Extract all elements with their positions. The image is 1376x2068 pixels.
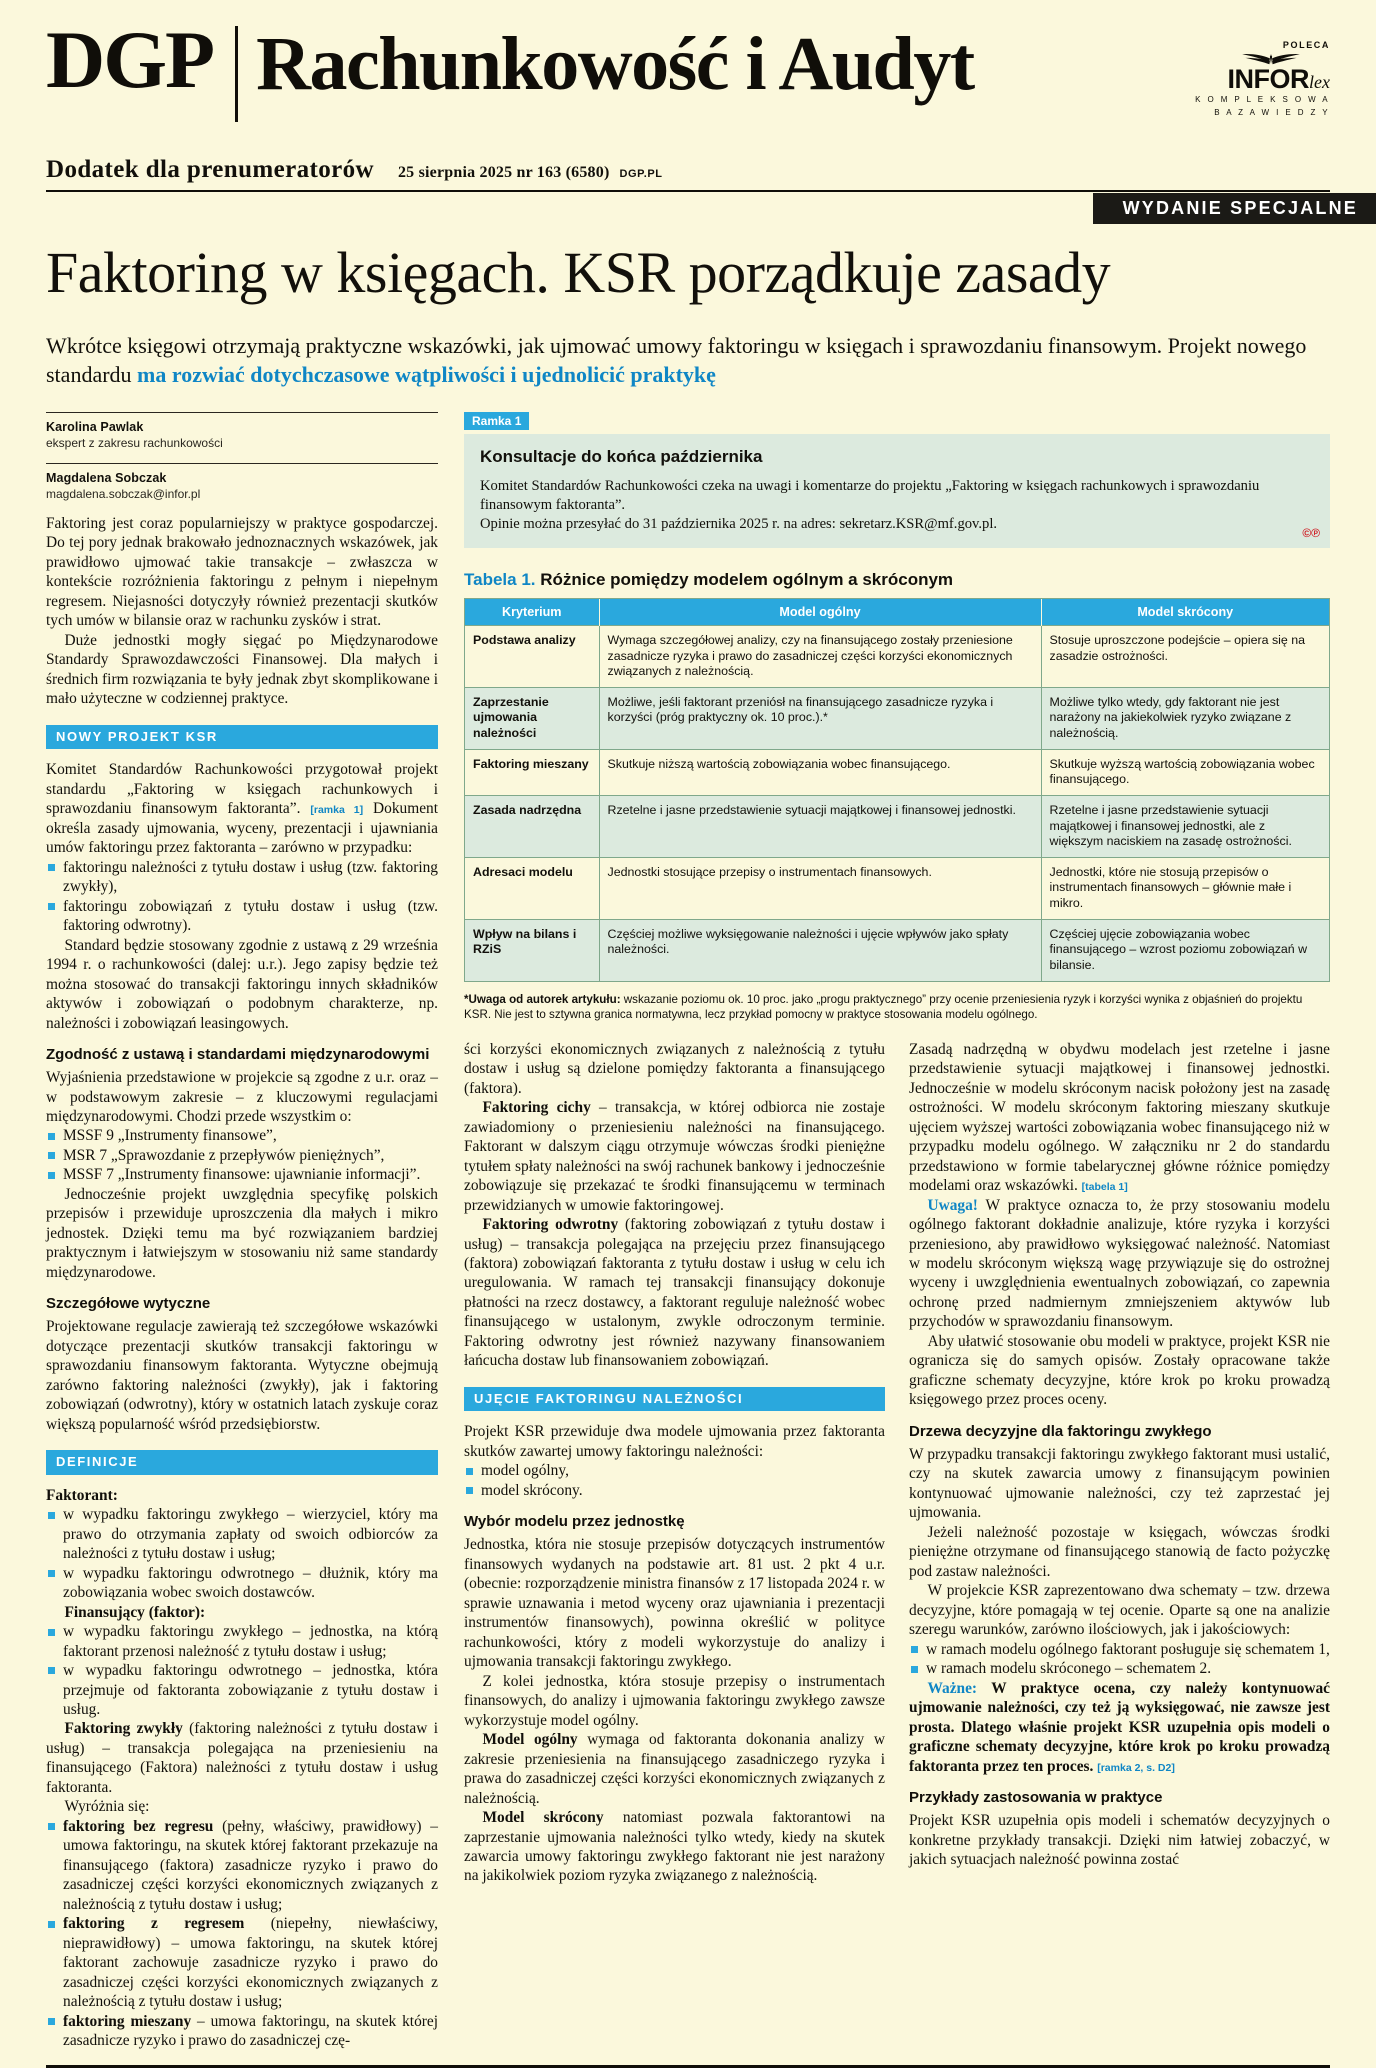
cross-reference-link[interactable]: [ramka 1] bbox=[310, 804, 364, 817]
paragraph-model-skrocony bbox=[464, 1808, 885, 1886]
term: faktoring bez regresu bbox=[63, 1817, 214, 1835]
author-block-1 bbox=[46, 412, 438, 450]
subheading-wybor-modelu: Wybór modelu przez jednostkę bbox=[464, 1513, 685, 1531]
masthead bbox=[46, 0, 1330, 142]
text-run: Zasadą nadrzędną w obydwu modelach jest rzetelne i jasne przedstawienie sytuacji majątkowej i finansowej jednostki. Jednocześnie w modelu skróconym nacisk położony jest na zasadę ostrożności. W modelu skróconym faktoring mieszany skutkuje ujęciem wyższej wartości zobowiązania wobec finansującego niż w przypadku modelu ogólnego. W załączniku nr 2 do standardu przedstawiono w formie tabelarycznej główne różnice pomiędzy modelami oraz wskazówki. bbox=[909, 1040, 1330, 1195]
paragraph: W przypadku transakcji faktoringu zwykłego faktorant musi ustalić, czy na skutek zawarcia umowy z finansującym powinien kontynuować ujmowanie należności, czy też zaprzestać jej ujmowania. bbox=[909, 1445, 1330, 1522]
table-wrapper bbox=[464, 598, 1330, 982]
definition-faktoring-odwrotny bbox=[464, 1215, 885, 1371]
cell-criterion: Zasada nadrzędna bbox=[465, 795, 599, 857]
ramka-box bbox=[464, 434, 1330, 548]
paragraph: Jednocześnie projekt uwzględnia specyfikę polskich przepisów i przewiduje uproszczenia dla małych i mikro jednostek. Dzięki temu ma być rozwiązaniem bardziej praktycznym i łatwiejszym w stosowaniu niż same standardy międzynarodowe. bbox=[46, 1185, 438, 1281]
subheading-drzewa: Drzewa decyzyjne dla faktoringu zwykłego bbox=[909, 1422, 1212, 1440]
table-row bbox=[465, 749, 1329, 795]
cell-short: Jednostki, które nie stosują przepisów o instrumentach finansowych – głównie małe i mikro. bbox=[1041, 857, 1329, 919]
paragraph: Projekt KSR przewiduje dwa modele ujmowania przez faktoranta skutków zawartej umowy faktoringu należności: bbox=[464, 1423, 885, 1460]
list-item: w wypadku faktoringu odwrotnego – jednostka, która przejmuje od faktoranta zobowiązanie z tytułu dostaw i usług. bbox=[46, 1661, 438, 1719]
term: faktoring z regresem bbox=[63, 1915, 245, 1933]
cell-short: Rzetelne i jasne przedstawienie sytuacji majątkowej i finansowej jednostki, ale z większym naciskiem na zasadę ostrożności. bbox=[1041, 795, 1329, 857]
paragraph bbox=[46, 760, 438, 857]
cell-criterion: Adresaci modelu bbox=[465, 857, 599, 919]
cell-general: Jednostki stosujące przepisy o instrumentach finansowych. bbox=[599, 857, 1041, 919]
cell-criterion: Wpływ na bilans i RZiS bbox=[465, 919, 599, 980]
term: Faktoring cichy bbox=[482, 1099, 591, 1117]
cross-reference-link[interactable]: [tabela 1] bbox=[1081, 1181, 1128, 1194]
cell-general: Wymaga szczegółowej analizy, czy na finansującego zostały przeniesione zasadnicze ryzyka i prawo do zasadniczej części korzyści ekonomicznych związanych z należnością. bbox=[599, 625, 1041, 687]
bottom-rule bbox=[46, 2065, 1330, 2068]
ramka-title: Konsultacje do końca października bbox=[480, 447, 763, 466]
subheading-szczegolowe: Szczegółowe wytyczne bbox=[46, 1295, 211, 1313]
definition-text: – umowa faktoringu, na skutek której zasadnicze ryzyko i prawo do zasadniczej czę- bbox=[63, 2012, 439, 2050]
definition-text: natomiast pozwala faktorantowi na zaprzestanie ujmowania należności tylko wtedy, kiedy na skutek zawarcia umowy faktoringu zwykłego faktorant nie jest narażony na jakikolwiek poziom ryzyka związanego z należnością. bbox=[464, 1809, 885, 1885]
cross-reference-link[interactable]: [ramka 2, s. D2] bbox=[1097, 1761, 1175, 1774]
ramka-1 bbox=[464, 412, 1330, 548]
paragraph bbox=[909, 1040, 1330, 1196]
issue-info: 25 sierpnia 2025 nr 163 (6580) bbox=[397, 164, 610, 181]
comparison-table bbox=[465, 599, 1329, 981]
paragraph: Jednostka, która nie stosuje przepisów dotyczących instrumentów finansowych wydanych na podstawie art. 81 ust. 2 pkt 4 u.r. (obecnie: rozporządzenie ministra finansów z 17 listopada 2024 r. w sprawie uznawania i metod wyceny oraz ujawniania i prezentacji instrumentów finansowych), powinna określić w polityce rachunkowości, który z modeli wykorzystuje do analizy i ujmowania transakcji faktoringu zwykłego. bbox=[464, 1536, 885, 1671]
cell-criterion: Faktoring mieszany bbox=[465, 749, 599, 795]
left-column bbox=[46, 412, 438, 2051]
brand-logo: DGP bbox=[46, 14, 214, 105]
paragraph: Projektowane regulacje zawierają też szczegółowe wskazówki dotyczące prezentacji skutków transakcji faktoringu w sprawozdaniu finansowym faktoranta. Wytyczne obejmują zarówno faktoring należności (zwykły), jak i faktoring zobowiązań (odwrotny), który w ostatnich latach zyskuje coraz większą popularność wśród przedsiębiorstw. bbox=[46, 1318, 438, 1433]
definition-faktoring-cichy bbox=[464, 1098, 885, 1215]
wazne-callout bbox=[909, 1679, 1330, 1776]
middle-column bbox=[464, 1040, 885, 1886]
term: Finansujący (faktor): bbox=[64, 1603, 206, 1621]
standards-bullet-list bbox=[46, 1126, 438, 1184]
upper-right-area bbox=[464, 412, 1330, 1886]
column-header-kryterium: Kryterium bbox=[465, 599, 599, 626]
website-label: DGP.PL bbox=[619, 168, 663, 180]
definition-text: (niepełny, niewłaściwy, nieprawidłowy) – umowa faktoringu, na skutek której faktorant zachowuje zasadnicze ryzyko i prawo do zasadniczej części korzyści ekonomicznych związanych z należnością z tytułu dostaw i usług; bbox=[63, 1915, 438, 2011]
definition-heading-finansujacy bbox=[46, 1603, 438, 1622]
paragraph: Wyróżnia się: bbox=[64, 1798, 150, 1816]
author-meta: ekspert z zakresu rachunkowości bbox=[46, 436, 223, 450]
list-item: faktoringu zobowiązań z tytułu dostaw i usług (tzw. faktoring odwrotny). bbox=[46, 897, 438, 936]
lead-paragraph bbox=[46, 331, 1330, 390]
supplement-subtitle: Dodatek dla prenumeratorów bbox=[46, 156, 374, 183]
table-caption bbox=[464, 570, 1330, 590]
section-bar-nowy-projekt: NOWY PROJEKT KSR bbox=[46, 725, 438, 749]
definition-faktoring-zwykly bbox=[46, 1719, 438, 1797]
list-item: model skrócony. bbox=[464, 1481, 885, 1500]
list-item: faktoringu należności z tytułu dostaw i usług (tzw. faktoring zwykły), bbox=[46, 858, 438, 897]
paragraph: Jeżeli należność pozostaje w księgach, wówczas środki pieniężne otrzymane od finansującego stanowią de facto pożyczkę pod zastaw należności. bbox=[909, 1523, 1330, 1580]
cell-criterion: Zaprzestanie ujmowania należności bbox=[465, 687, 599, 749]
uwaga-text: W praktyce oznacza to, że przy stosowaniu modelu ogólnego faktorant dokładnie analizuje, które ryzyka i korzyści przeniesiono, aby prawidłowo wyksięgować należność. Natomiast w modelu skróconym większą wagę przywiązuje się do ostrożnej wyceny i uwzględnienia ewentualnych zobowiązań, co zapewnia ochronę przed nadmiernym zmniejszeniem aktywów lub przychodów w sprawozdaniu finansowym. bbox=[909, 1196, 1330, 1331]
author-email[interactable]: magdalena.sobczak@infor.pl bbox=[46, 487, 201, 501]
paragraph: Standard będzie stosowany zgodnie z ustawą z 29 września 1994 r. o rachunkowości (dalej: u.r.). Jego zapisy będzie też można stosować do transakcji faktoringu innych składników aktywów i zobowiązań o podobnym charakterze, np. należności i zobowiązań leasingowych. bbox=[46, 936, 438, 1032]
list-item: MSR 7 „Sprawozdanie z przepływów pieniężnych”, bbox=[46, 1146, 438, 1165]
table-title: Różnice pomiędzy modelem ogólnym a skróconym bbox=[540, 569, 954, 589]
infor-tagline-1: K O M P L E K S O W A bbox=[1195, 95, 1330, 104]
list-item: MSSF 7 „Instrumenty finansowe: ujawnianie informacji”. bbox=[46, 1165, 438, 1184]
table-row bbox=[465, 919, 1329, 980]
ksr-bullet-list bbox=[46, 858, 438, 936]
term: Model skrócony bbox=[482, 1809, 604, 1827]
term: Faktoring zwykły bbox=[64, 1720, 183, 1738]
author-name: Karolina Pawlak bbox=[46, 420, 144, 434]
cell-general: Częściej możliwe wyksięgowanie należności i ujęcie wpływów jako spłaty należności. bbox=[599, 919, 1041, 980]
paragraph: W projekcie KSR zaprezentowano dwa schematy – tzw. drzewa decyzyjne, które pomagają w tej ocenie. Oparte są one na analizie szeregu warunków, zarówno ilościowych, jak i jakościowych: bbox=[909, 1582, 1330, 1639]
lead-plain: Wkrótce księgowi otrzymają praktyczne wskazówki, jak ujmować umowy faktoringu w księgach i sprawozdaniu finansowym. Projekt nowego standardu bbox=[46, 332, 1307, 388]
definition-text: (faktoring należności z tytułu dostaw i usług) – transakcja polegająca na przeniesieniu na finansującego (Faktora) należności z tytułu dostaw i usług faktoranta. bbox=[46, 1720, 439, 1796]
definition-text: (pełny, właściwy, prawidłowy) – umowa faktoringu, na skutek której faktorant przekazuje na finansującego (faktora) zasadnicze ryzyko i prawo do zasadniczej części korzyści ekonomicznych związanych z należnością z tytułu dostaw i usług; bbox=[63, 1817, 438, 1913]
table-row bbox=[465, 857, 1329, 919]
table-row bbox=[465, 795, 1329, 857]
masthead-divider bbox=[235, 26, 238, 122]
upper-grid bbox=[46, 412, 1330, 2051]
ramka-body-1: Komitet Standardów Rachunkowości czeka na uwagi i komentarze do projektu „Faktoring w księgach rachunkowych i sprawozdaniu finansowym faktoranta”. bbox=[480, 478, 1260, 513]
page-headline: Faktoring w księgach. KSR porządkuje zasady bbox=[46, 240, 1111, 305]
term: Faktoring odwrotny bbox=[482, 1216, 619, 1234]
ramka-body-2: Opinie można przesyłać do 31 października 2025 r. na adres: sekretarz.KSR@mf.gov.pl. bbox=[480, 515, 998, 532]
cell-general: Skutkuje niższą wartością zobowiązania wobec finansującego. bbox=[599, 749, 1041, 795]
uwaga-label: Uwaga! bbox=[927, 1196, 978, 1214]
wazne-label: Ważne: bbox=[927, 1679, 978, 1697]
term: faktoring mieszany bbox=[63, 2012, 192, 2030]
text-run: Komitet Standardów Rachunkowości przygotował projekt standardu „Faktoring w księgach rachunkowych i sprawozdaniu finansowym faktoranta”. bbox=[46, 761, 438, 818]
paragraph: Faktoring jest coraz popularniejszy w praktyce gospodarczej. Do tej pory jednak brakowało jednoznacznych wskazówek, jak prawidłowo ujmować takie transakcje – zwłaszcza w kontekście rozróżnienia faktoringu z pełnym i niepełnym regresem. Niejasności dotyczyły również prezentacji skutków tych umów w bilansie oraz w rachunku zysków i strat. bbox=[46, 515, 438, 630]
paragraph: Projekt KSR uzupełnia opis modeli i schematów decyzyjnych o konkretne przykłady transakcji. Dzięki nim łatwiej zobaczyć, w jakich sytuacjach należność powinna zostać bbox=[909, 1812, 1330, 1868]
author-name: Magdalena Sobczak bbox=[46, 471, 167, 485]
infor-lex-text: lex bbox=[1309, 72, 1330, 92]
author-block-2 bbox=[46, 463, 438, 501]
uwaga-callout bbox=[909, 1196, 1330, 1332]
cell-criterion: Podstawa analizy bbox=[465, 625, 599, 687]
term: Model ogólny bbox=[482, 1731, 578, 1749]
poleca-label: POLECA bbox=[1282, 40, 1330, 50]
section-bar-ujecie: UJĘCIE FAKTORINGU NALEŻNOŚCI bbox=[464, 1387, 885, 1411]
definition-text: (faktoring zobowiązań z tytułu dostaw i usług) – transakcja polegająca na przejęciu przez finansującego (faktora) zobowiązań faktoranta z tytułu dostaw i usług w celu ich uregulowania. W ramach tej transakcji finansujący dokonuje płatności na rzecz dostawcy, a faktorant reguluje należność wobec finansującego w ustalonym, zwykle odroczonym terminie. Faktoring odwrotny jest również nazywany finansowaniem łańcucha dostaw lub finansowaniem zobowiązań. bbox=[464, 1216, 885, 1370]
paragraph-model-ogolny bbox=[464, 1730, 885, 1808]
faktorant-definition-list bbox=[46, 1505, 438, 1602]
paragraph: Wyjaśnienia przedstawione w projekcie są zgodne z u.r. oraz – w podstawowym zakresie – z kluczowymi regulacjami międzynarodowymi. Chodzi przede wszystkim o: bbox=[46, 1069, 438, 1125]
subheading-zgodnosc: Zgodność z ustawą i standardami międzynarodowymi bbox=[46, 1046, 430, 1064]
right-column bbox=[909, 1040, 1330, 1886]
subheading-przyklady: Przykłady zastosowania w praktyce bbox=[909, 1789, 1163, 1807]
footnote-text: wskazanie poziomu ok. 10 proc. jako „progu praktycznego” przy ocenie przeniesienia ryzyk i korzyści wynika z objaśnień do projektu KSR. Nie jest to sztywna granica normatywna, lecz przykład pomocny w praktyce stosowania modelu ogólnego. bbox=[464, 992, 1303, 1021]
infor-wordmark bbox=[1120, 66, 1330, 93]
infor-logo-block bbox=[1120, 40, 1330, 119]
definition-text: wymaga od faktoranta dokonania analizy w zakresie przeniesienia na finansującego zasadniczego ryzyka i prawa do zasadniczej części korzyści ekonomicznych związanych z należnością. bbox=[464, 1731, 885, 1807]
cell-short: Częściej ujęcie zobowiązania wobec finansującego – wzrost poziomu zobowiązań w bilansie. bbox=[1041, 919, 1329, 980]
table-number: Tabela 1. bbox=[464, 569, 536, 589]
schematy-bullet-list bbox=[909, 1640, 1330, 1679]
list-item: w wypadku faktoringu zwykłego – jednostka, na którą faktorant przenosi należność z tytułu dostaw i usług; bbox=[46, 1622, 438, 1661]
footnote-label: *Uwaga od autorek artykułu: bbox=[464, 992, 621, 1006]
list-item bbox=[46, 2012, 438, 2051]
cell-general: Możliwe, jeśli faktorant przeniósł na finansującego zasadnicze ryzyka i korzyści (próg praktyczny ok. 10 proc.).* bbox=[599, 687, 1041, 749]
list-item: w wypadku faktoringu odwrotnego – dłużnik, który ma zobowiązania wobec swoich dostawców. bbox=[46, 1564, 438, 1603]
infor-text: INFOR bbox=[1227, 64, 1310, 94]
finansujacy-definition-list bbox=[46, 1622, 438, 1719]
text-run: Dokument określa zasady ujmowania, wyceny, prezentacji i ujawniania umów faktoringu przez faktoranta – zarówno w przypadku: bbox=[46, 800, 439, 857]
column-header-model-skrocony: Model skrócony bbox=[1041, 599, 1329, 626]
cell-general: Rzetelne i jasne przedstawienie sytuacji majątkowej i finansowej jednostki. bbox=[599, 795, 1041, 857]
paragraph: Z kolei jednostka, która stosuje przepisy o instrumentach finansowych, do analizy i ujmowania faktoringu zwykłego zawsze wykorzystuje model ogólny. bbox=[464, 1672, 885, 1729]
column-header-model-ogolny: Model ogólny bbox=[599, 599, 1041, 626]
list-item: model ogólny, bbox=[464, 1461, 885, 1480]
list-item: w wypadku faktoringu zwykłego – wierzyciel, który ma prawo do otrzymania zapłaty od swoich odbiorców za należności z tytułu dostaw i usług; bbox=[46, 1505, 438, 1563]
models-bullet-list bbox=[464, 1461, 885, 1500]
table-row bbox=[465, 625, 1329, 687]
list-item: w ramach modelu skróconego – schematem 2. bbox=[909, 1659, 1330, 1678]
copyright-mark: ©℗ bbox=[1302, 525, 1320, 540]
table-header-row bbox=[465, 599, 1329, 626]
supplement-title: Rachunkowość i Audyt bbox=[256, 22, 974, 106]
ramka-tag: Ramka 1 bbox=[464, 412, 529, 430]
special-edition-badge: WYDANIE SPECJALNE bbox=[1093, 193, 1376, 224]
table-footnote bbox=[464, 992, 1330, 1022]
list-item bbox=[46, 1914, 438, 2011]
table-row bbox=[465, 687, 1329, 749]
definition-text: – transakcja, w której odbiorca nie zostaje zawiadomiony o przeniesieniu należności na finansującego. Faktorant w dalszym ciągu otrzymuje wówczas środki pieniężne tytułem spłaty należności na swój rachunek bankowy i jednocześnie zobowiązuje się przekazać te środki finansującemu w terminach przewidzianych w umowie faktoringowej. bbox=[464, 1099, 885, 1214]
paragraph: Duże jednostki mogły sięgać po Międzynarodowe Standardy Sprawozdawczości Finansowej. Dla małych i średnich firm rozwiązania te były jednak zbyt skomplikowane i mało użyteczne w codziennej praktyce. bbox=[46, 631, 438, 708]
cell-short: Skutkuje wyższą wartością zobowiązania wobec finansującego. bbox=[1041, 749, 1329, 795]
lead-highlight: ma rozwiać dotychczasowe wątpliwości i ujednolicić praktykę bbox=[137, 362, 716, 388]
subhead-row bbox=[46, 156, 1358, 218]
faktoring-types-list bbox=[46, 1817, 438, 2051]
paragraph: ści korzyści ekonomicznych związanych z należnością z tytułu dostaw i usług są dzielone pomiędzy faktoranta a finansującego (faktora). bbox=[464, 1040, 885, 1097]
term: Faktorant: bbox=[46, 1486, 118, 1504]
infor-tagline-2: B A Z A W I E D Z Y bbox=[1214, 107, 1330, 117]
cell-short: Stosuje uproszczone podejście – opiera się na zasadzie ostrożności. bbox=[1041, 625, 1329, 687]
list-item: w ramach modelu ogólnego faktorant posługuje się schematem 1, bbox=[909, 1640, 1330, 1659]
list-item bbox=[46, 1817, 438, 1914]
lower-two-columns bbox=[464, 1040, 1330, 1886]
left-column-body bbox=[46, 514, 438, 2051]
definition-heading-faktorant bbox=[46, 1486, 438, 1505]
section-bar-definicje: DEFINICJE bbox=[46, 1450, 438, 1474]
cell-short: Możliwe tylko wtedy, gdy faktorant nie jest narażony na jakiekolwiek ryzyko związane z należnością. bbox=[1041, 687, 1329, 749]
paragraph: Aby ułatwić stosowanie obu modeli w praktyce, projekt KSR nie ogranicza się do samych opisów. Zostały opracowane także graficzne schematy decyzyjne, które krok po kroku prowadzą księgowego przez proces oceny. bbox=[909, 1332, 1330, 1409]
wazne-text: W praktyce ocena, czy należy kontynuować ujmowanie należności, czy też ją wyksięgować, nie zawsze jest prosta. Dlatego właśnie projekt KSR uzupełnia opis modeli o graficzne schematy decyzyjne, które krok po kroku prowadzą faktoranta przez ten proces. bbox=[909, 1679, 1330, 1775]
list-item: MSSF 9 „Instrumenty finansowe”, bbox=[46, 1126, 438, 1145]
